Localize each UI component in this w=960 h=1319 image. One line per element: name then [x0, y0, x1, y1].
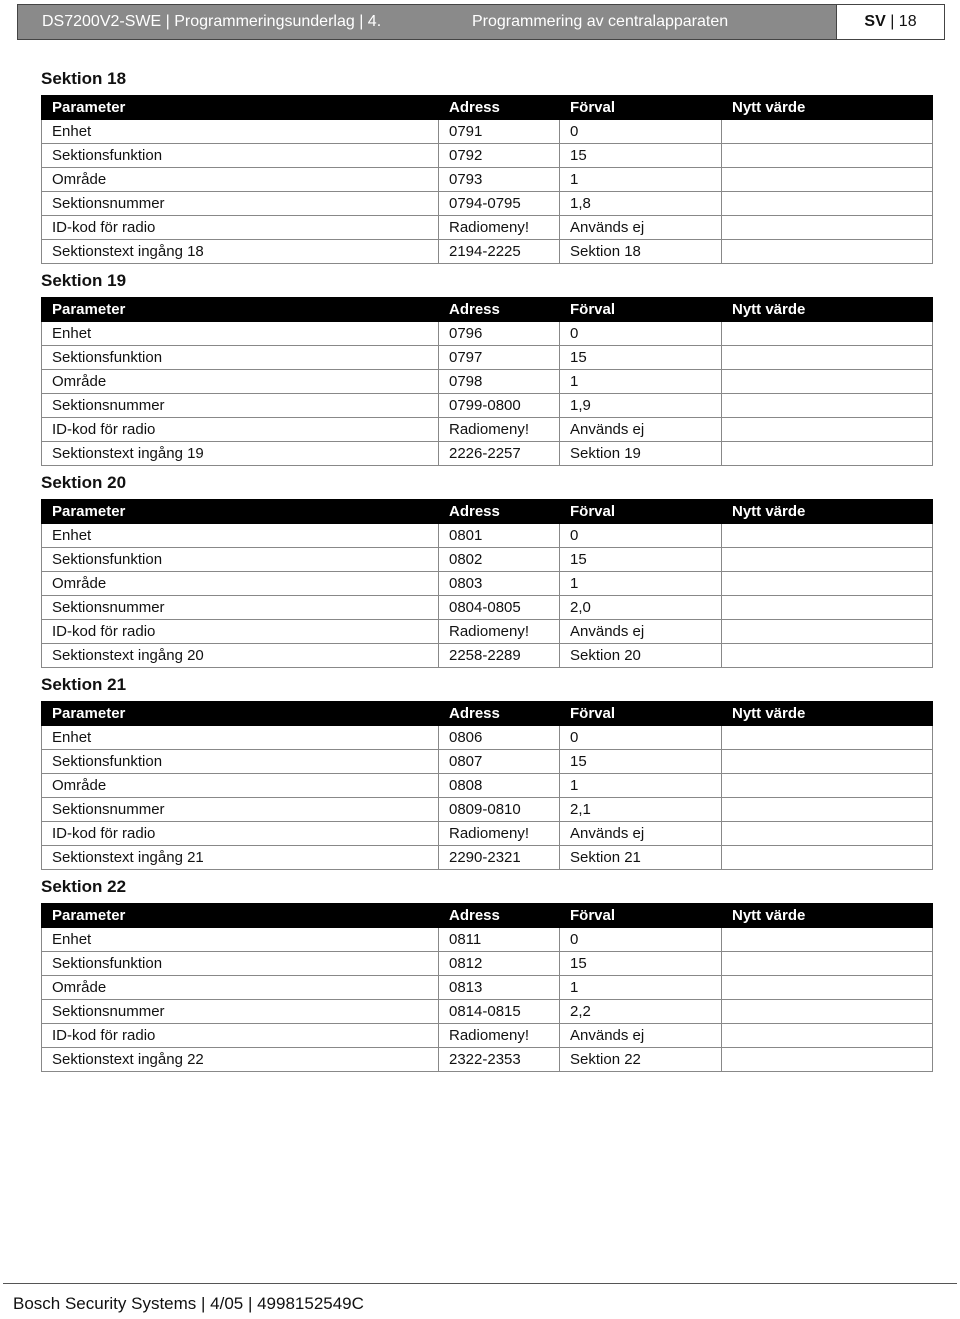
- table-row: [42, 216, 933, 240]
- address-cell: 0799-0800: [439, 394, 560, 418]
- address-cell: 0801: [439, 524, 560, 548]
- new-value-cell: [722, 928, 933, 952]
- column-header-new-value: Nytt värde: [722, 500, 933, 524]
- parameter-table: [41, 499, 933, 668]
- header-separator: |: [885, 13, 899, 30]
- page-footer: Bosch Security Systems | 4/05 | 4998152549C: [13, 1294, 364, 1313]
- parameter-cell: ID-kod för radio: [42, 418, 439, 442]
- address-cell: 0794-0795: [439, 192, 560, 216]
- default-cell: 1,8: [560, 192, 722, 216]
- address-cell: 0814-0815: [439, 1000, 560, 1024]
- table-row: [42, 774, 933, 798]
- parameter-cell: Sektionsfunktion: [42, 548, 439, 572]
- default-cell: Sektion 18: [560, 240, 722, 264]
- default-cell: 15: [560, 952, 722, 976]
- default-cell: 0: [560, 322, 722, 346]
- new-value-cell: [722, 418, 933, 442]
- table-row: [42, 442, 933, 466]
- default-cell: Används ej: [560, 1024, 722, 1048]
- parameter-cell: Område: [42, 572, 439, 596]
- header-page-box: [836, 5, 944, 39]
- default-cell: Används ej: [560, 216, 722, 240]
- parameter-cell: Sektionstext ingång 18: [42, 240, 439, 264]
- table-row: [42, 322, 933, 346]
- new-value-cell: [722, 370, 933, 394]
- address-cell: 0806: [439, 726, 560, 750]
- address-cell: 0812: [439, 952, 560, 976]
- parameter-cell: Enhet: [42, 322, 439, 346]
- language-code: SV: [864, 13, 886, 30]
- default-cell: 15: [560, 548, 722, 572]
- parameter-cell: Sektionsnummer: [42, 798, 439, 822]
- address-cell: 0791: [439, 120, 560, 144]
- parameter-cell: Enhet: [42, 524, 439, 548]
- table-row: [42, 524, 933, 548]
- column-header-parameter: Parameter: [42, 96, 439, 120]
- page-header: [17, 4, 945, 40]
- address-cell: Radiomeny!: [439, 822, 560, 846]
- column-header-new-value: Nytt värde: [722, 702, 933, 726]
- parameter-cell: Sektionsnummer: [42, 596, 439, 620]
- table-row: [42, 596, 933, 620]
- table-row: [42, 976, 933, 1000]
- default-cell: 2,2: [560, 1000, 722, 1024]
- new-value-cell: [722, 322, 933, 346]
- column-header-address: Adress: [439, 298, 560, 322]
- parameter-cell: Område: [42, 370, 439, 394]
- column-header-parameter: Parameter: [42, 904, 439, 928]
- table-row: [42, 192, 933, 216]
- address-cell: 0811: [439, 928, 560, 952]
- parameter-cell: Område: [42, 168, 439, 192]
- default-cell: Används ej: [560, 620, 722, 644]
- section-title: Sektion 21: [41, 675, 127, 694]
- column-header-parameter: Parameter: [42, 298, 439, 322]
- address-cell: Radiomeny!: [439, 216, 560, 240]
- default-cell: 15: [560, 750, 722, 774]
- table-row: [42, 928, 933, 952]
- section-list: [41, 66, 932, 1076]
- new-value-cell: [722, 168, 933, 192]
- new-value-cell: [722, 952, 933, 976]
- column-header-default: Förval: [560, 96, 722, 120]
- chapter-title: Programmering av centralapparaten: [472, 13, 729, 30]
- table-row: [42, 846, 933, 870]
- default-cell: Sektion 22: [560, 1048, 722, 1072]
- new-value-cell: [722, 524, 933, 548]
- default-cell: Används ej: [560, 822, 722, 846]
- default-cell: 1: [560, 168, 722, 192]
- parameter-cell: Sektionstext ingång 19: [42, 442, 439, 466]
- table-header-row: [42, 500, 933, 524]
- address-cell: 0793: [439, 168, 560, 192]
- default-cell: 1: [560, 572, 722, 596]
- table-header-row: [42, 702, 933, 726]
- parameter-cell: ID-kod för radio: [42, 216, 439, 240]
- parameter-cell: Enhet: [42, 928, 439, 952]
- table-row: [42, 1048, 933, 1072]
- address-cell: Radiomeny!: [439, 1024, 560, 1048]
- parameter-cell: Enhet: [42, 726, 439, 750]
- parameter-cell: ID-kod för radio: [42, 1024, 439, 1048]
- column-header-address: Adress: [439, 702, 560, 726]
- table-row: [42, 168, 933, 192]
- column-header-new-value: Nytt värde: [722, 298, 933, 322]
- default-cell: 1,9: [560, 394, 722, 418]
- new-value-cell: [722, 726, 933, 750]
- table-row: [42, 418, 933, 442]
- default-cell: 2,1: [560, 798, 722, 822]
- parameter-cell: Sektionsfunktion: [42, 952, 439, 976]
- section-title: Sektion 18: [41, 69, 127, 88]
- table-row: [42, 750, 933, 774]
- table-row: [42, 822, 933, 846]
- parameter-cell: Sektionsfunktion: [42, 144, 439, 168]
- default-cell: 0: [560, 928, 722, 952]
- new-value-cell: [722, 1000, 933, 1024]
- default-cell: 0: [560, 120, 722, 144]
- parameter-cell: Sektionsnummer: [42, 192, 439, 216]
- new-value-cell: [722, 1048, 933, 1072]
- section-title: Sektion 19: [41, 271, 127, 290]
- address-cell: 0798: [439, 370, 560, 394]
- address-cell: 0797: [439, 346, 560, 370]
- new-value-cell: [722, 192, 933, 216]
- new-value-cell: [722, 596, 933, 620]
- table-row: [42, 572, 933, 596]
- parameter-cell: Område: [42, 774, 439, 798]
- default-cell: 2,0: [560, 596, 722, 620]
- address-cell: 0807: [439, 750, 560, 774]
- page-number: 18: [898, 13, 917, 30]
- table-header-row: [42, 904, 933, 928]
- address-cell: 2226-2257: [439, 442, 560, 466]
- new-value-cell: [722, 144, 933, 168]
- address-cell: 0792: [439, 144, 560, 168]
- column-header-default: Förval: [560, 702, 722, 726]
- header-title-bar: [18, 5, 836, 39]
- column-header-parameter: Parameter: [42, 500, 439, 524]
- new-value-cell: [722, 620, 933, 644]
- address-cell: Radiomeny!: [439, 418, 560, 442]
- table-header-row: [42, 298, 933, 322]
- new-value-cell: [722, 1024, 933, 1048]
- column-header-default: Förval: [560, 298, 722, 322]
- column-header-address: Adress: [439, 500, 560, 524]
- column-header-new-value: Nytt värde: [722, 96, 933, 120]
- parameter-cell: ID-kod för radio: [42, 822, 439, 846]
- table-header-row: [42, 96, 933, 120]
- column-header-default: Förval: [560, 904, 722, 928]
- section-title: Sektion 22: [41, 877, 127, 896]
- address-cell: 0804-0805: [439, 596, 560, 620]
- new-value-cell: [722, 548, 933, 572]
- new-value-cell: [722, 846, 933, 870]
- new-value-cell: [722, 976, 933, 1000]
- default-cell: Sektion 19: [560, 442, 722, 466]
- table-row: [42, 952, 933, 976]
- address-cell: 0809-0810: [439, 798, 560, 822]
- parameter-table: [41, 903, 933, 1072]
- footer-divider: [3, 1283, 957, 1284]
- new-value-cell: [722, 216, 933, 240]
- column-header-parameter: Parameter: [42, 702, 439, 726]
- new-value-cell: [722, 644, 933, 668]
- parameter-cell: Sektionstext ingång 22: [42, 1048, 439, 1072]
- new-value-cell: [722, 750, 933, 774]
- parameter-cell: Enhet: [42, 120, 439, 144]
- table-row: [42, 1024, 933, 1048]
- column-header-default: Förval: [560, 500, 722, 524]
- parameter-cell: ID-kod för radio: [42, 620, 439, 644]
- table-row: [42, 620, 933, 644]
- column-header-address: Adress: [439, 96, 560, 120]
- parameter-cell: Sektionsnummer: [42, 1000, 439, 1024]
- default-cell: 1: [560, 976, 722, 1000]
- new-value-cell: [722, 774, 933, 798]
- default-cell: 1: [560, 774, 722, 798]
- new-value-cell: [722, 120, 933, 144]
- table-row: [42, 394, 933, 418]
- parameter-table: [41, 95, 933, 264]
- parameter-table: [41, 701, 933, 870]
- default-cell: Sektion 20: [560, 644, 722, 668]
- address-cell: 0808: [439, 774, 560, 798]
- table-row: [42, 548, 933, 572]
- parameter-cell: Område: [42, 976, 439, 1000]
- parameter-cell: Sektionstext ingång 21: [42, 846, 439, 870]
- default-cell: Sektion 21: [560, 846, 722, 870]
- column-header-new-value: Nytt värde: [722, 904, 933, 928]
- address-cell: 2290-2321: [439, 846, 560, 870]
- default-cell: Används ej: [560, 418, 722, 442]
- parameter-cell: Sektionsnummer: [42, 394, 439, 418]
- table-row: [42, 1000, 933, 1024]
- new-value-cell: [722, 798, 933, 822]
- default-cell: 0: [560, 726, 722, 750]
- document-title: DS7200V2-SWE | Programmeringsunderlag | 4.: [42, 13, 382, 30]
- table-row: [42, 798, 933, 822]
- table-row: [42, 370, 933, 394]
- table-row: [42, 120, 933, 144]
- address-cell: 0813: [439, 976, 560, 1000]
- address-cell: 0803: [439, 572, 560, 596]
- new-value-cell: [722, 822, 933, 846]
- table-row: [42, 726, 933, 750]
- address-cell: 0802: [439, 548, 560, 572]
- new-value-cell: [722, 572, 933, 596]
- parameter-cell: Sektionsfunktion: [42, 750, 439, 774]
- new-value-cell: [722, 442, 933, 466]
- new-value-cell: [722, 346, 933, 370]
- default-cell: 15: [560, 346, 722, 370]
- column-header-address: Adress: [439, 904, 560, 928]
- address-cell: Radiomeny!: [439, 620, 560, 644]
- default-cell: 15: [560, 144, 722, 168]
- parameter-table: [41, 297, 933, 466]
- default-cell: 1: [560, 370, 722, 394]
- new-value-cell: [722, 240, 933, 264]
- table-row: [42, 240, 933, 264]
- address-cell: 2258-2289: [439, 644, 560, 668]
- table-row: [42, 144, 933, 168]
- default-cell: 0: [560, 524, 722, 548]
- parameter-cell: Sektionsfunktion: [42, 346, 439, 370]
- parameter-cell: Sektionstext ingång 20: [42, 644, 439, 668]
- table-row: [42, 644, 933, 668]
- table-row: [42, 346, 933, 370]
- address-cell: 2194-2225: [439, 240, 560, 264]
- address-cell: 0796: [439, 322, 560, 346]
- new-value-cell: [722, 394, 933, 418]
- section-title: Sektion 20: [41, 473, 127, 492]
- address-cell: 2322-2353: [439, 1048, 560, 1072]
